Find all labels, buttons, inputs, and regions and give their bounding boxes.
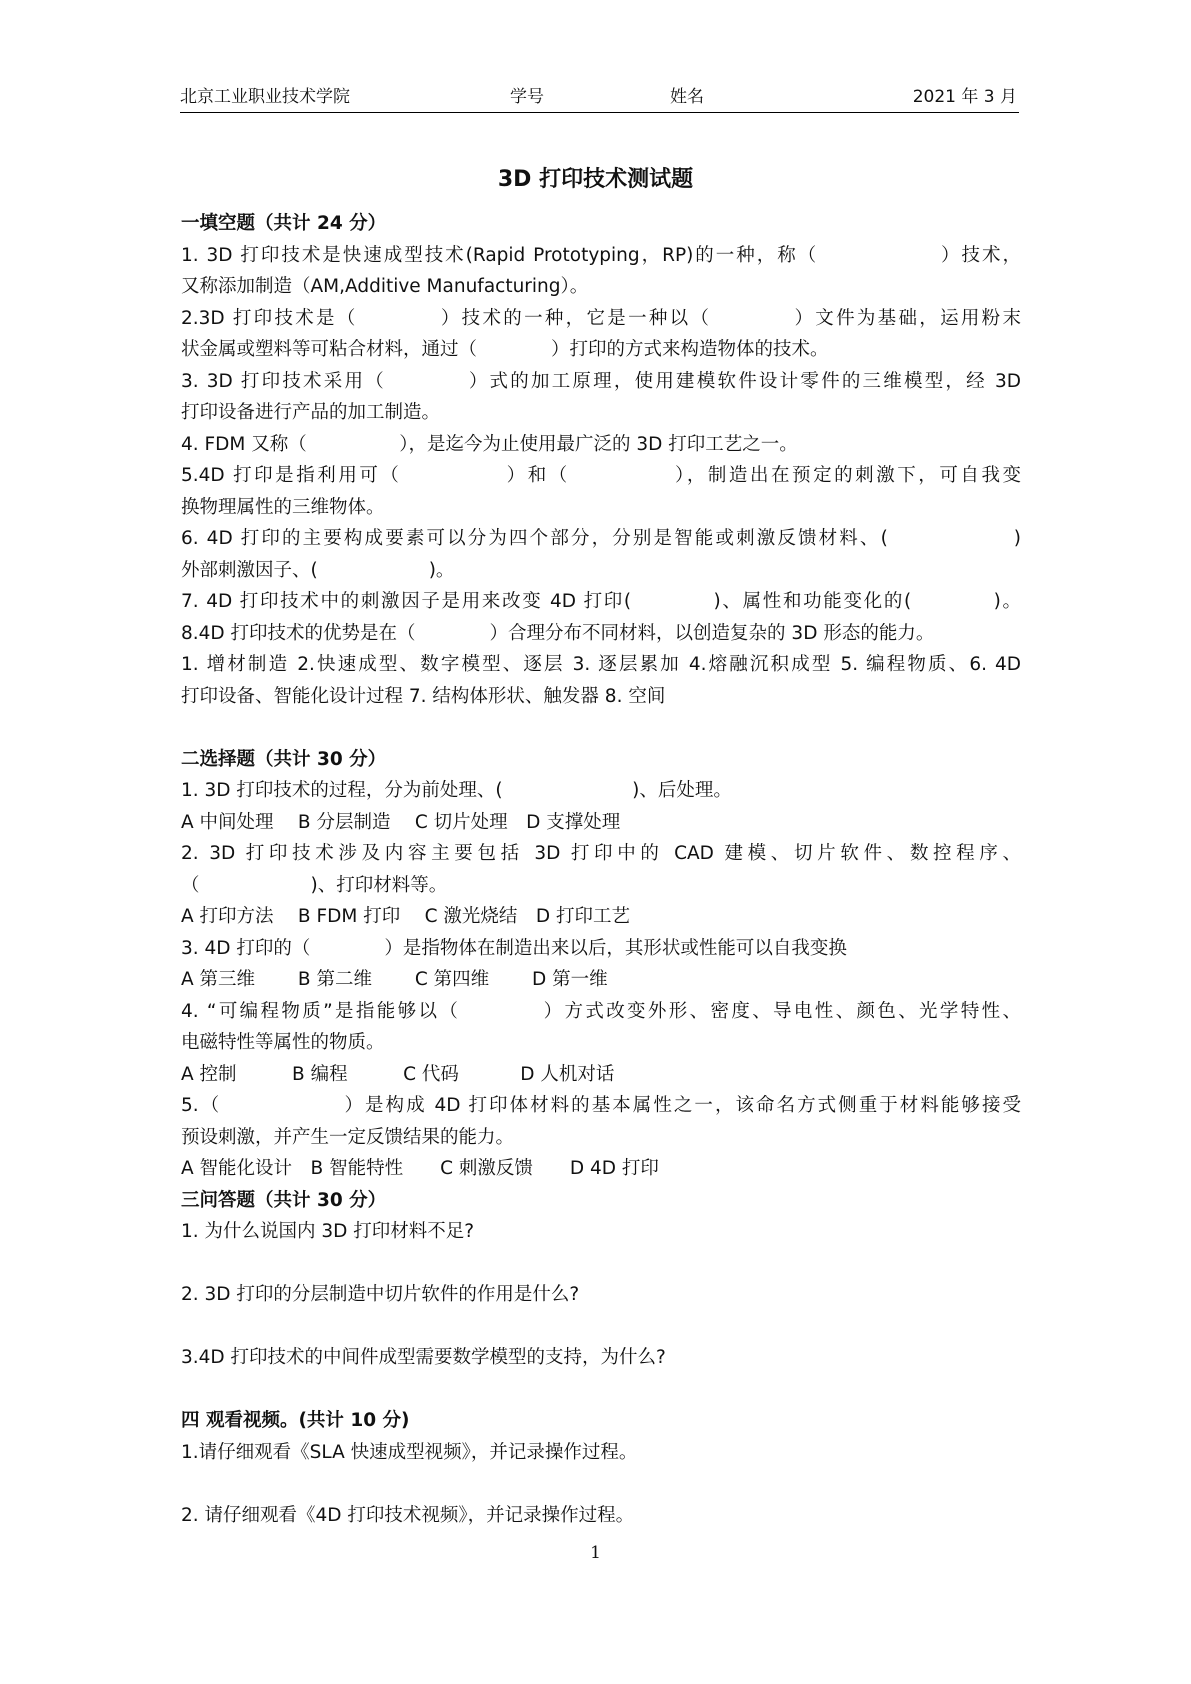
- choice-question-line: 4. “可编程物质”是指能够以（ ）方式改变外形、密度、导电性、颜色、光学特性、: [181, 1000, 1021, 1022]
- fill-blank-line: 1. 3D 打印技术是快速成型技术(Rapid Prototyping，RP)的一种，称（ ）技术，: [181, 244, 1021, 266]
- fill-blank-line: 打印设备进行产品的加工制造。: [181, 402, 441, 423]
- fill-blank-line: 2.3D 打印技术是（ ）技术的一种，它是一种以（ ）文件为基础，运用粉末: [181, 307, 1021, 329]
- section-gap: [181, 1374, 1021, 1406]
- choice-question-line: 预设刺激，并产生一定反馈结果的能力。: [181, 1126, 515, 1148]
- choice-question-line: 5.（ ）是构成 4D 打印体材料的基本属性之一，该命名方式侧重于材料能够接受: [181, 1095, 1021, 1116]
- student-id-label: 学号: [510, 87, 544, 107]
- page-number: 1: [590, 1543, 601, 1563]
- document-title: 3D 打印技术测试题: [497, 167, 694, 192]
- fill-blank-line: 3. 3D 打印技术采用（ ）式的加工原理，使用建模软件设计零件的三维模型，经 3D: [181, 370, 1021, 392]
- choice-question-line: 1. 3D 打印技术的过程，分为前处理、( )、后处理。: [181, 780, 732, 801]
- answer-space: [181, 1311, 1021, 1343]
- choice-question-line: 2. 3D 打印技术涉及内容主要包括 3D 打印中的 CAD 建模、切片软件、数控程序、: [181, 843, 1021, 864]
- video-question: 2. 请仔细观看《4D 打印技术视频》，并记录操作过程。: [181, 1504, 635, 1526]
- choice-question-line: 3. 4D 打印的（ ）是指物体在制造出来以后，其形状或性能可以自我变换: [181, 937, 847, 959]
- document-body: [181, 208, 1021, 1531]
- answer-key-line: 打印设备、智能化设计过程 7. 结构体形状、触发器 8. 空间: [181, 685, 666, 707]
- answer-key-line: 1. 增材制造 2.快速成型、数字模型、逐层 3. 逐层累加 4.熔融沉积成型 5. 编程物质、6. 4D: [181, 654, 1021, 675]
- fill-blank-line: 6. 4D 打印的主要构成要素可以分为四个部分，分别是智能或刺激反馈材料、( ): [181, 528, 1021, 549]
- choice-options-line: A 中间处理 B 分层制造 C 切片处理 D 支撑处理: [181, 811, 621, 833]
- answer-space: [181, 1248, 1021, 1280]
- fill-blank-line: 5.4D 打印是指利用可（ ）和（ ），制造出在预定的刺激下，可自我变: [181, 465, 1021, 486]
- short-answer-question: 3.4D 打印技术的中间件成型需要数学模型的支持，为什么?: [181, 1347, 666, 1368]
- choice-question-line: （ )、打印材料等。: [181, 874, 448, 896]
- fill-blank-line: 换物理属性的三维物体。: [181, 496, 385, 518]
- choice-options-line: A 打印方法 B FDM 打印 C 激光烧结 D 打印工艺: [181, 906, 631, 927]
- fill-blank-line: 外部刺激因子、( )。: [181, 559, 455, 581]
- fill-blank-line: 7. 4D 打印技术中的刺激因子是用来改变 4D 打印( )、属性和功能变化的( )。: [181, 591, 1021, 612]
- page-header: [180, 86, 1019, 113]
- school-name: 北京工业职业技术学院: [180, 87, 350, 107]
- fill-blank-line: 又称添加制造（AM,Additive Manufacturing）。: [181, 276, 589, 297]
- short-answer-question: 1. 为什么说国内 3D 打印材料不足?: [181, 1221, 475, 1242]
- section-gap: [181, 712, 1021, 744]
- answer-space: [181, 1468, 1021, 1500]
- choice-options-line: A 控制 B 编程 C 代码 D 人机对话: [181, 1063, 615, 1085]
- section-choice-title: 二选择题（共计 30 分）: [181, 748, 387, 770]
- fill-blank-line: 8.4D 打印技术的优势是在（ ）合理分布不同材料，以创造复杂的 3D 形态的能力。: [181, 622, 935, 644]
- exam-date: 2021 年 3 月: [912, 87, 1017, 107]
- short-answer-question: 2. 3D 打印的分层制造中切片软件的作用是什么?: [181, 1284, 580, 1305]
- fill-blank-line: 状金属或塑料等可粘合材料，通过（ ）打印的方式来构造物体的技术。: [181, 339, 829, 360]
- section-fill-blank-title: 一填空题（共计 24 分）: [181, 213, 387, 234]
- section-short-answer-title: 三问答题（共计 30 分）: [181, 1189, 387, 1211]
- choice-options-line: A 第三维 B 第二维 C 第四维 D 第一维: [181, 969, 608, 990]
- choice-question-line: 电磁特性等属性的物质。: [181, 1032, 385, 1053]
- video-question: 1.请仔细观看《SLA 快速成型视频》，并记录操作过程。: [181, 1441, 638, 1463]
- fill-blank-line: 4. FDM 又称（ ），是迄今为止使用最广泛的 3D 打印工艺之一。: [181, 433, 798, 455]
- section-video-title: 四 观看视频。(共计 10 分): [181, 1410, 410, 1431]
- name-label: 姓名: [670, 87, 704, 107]
- choice-options-line: A 智能化设计 B 智能特性 C 刺激反馈 D 4D 打印: [181, 1158, 659, 1179]
